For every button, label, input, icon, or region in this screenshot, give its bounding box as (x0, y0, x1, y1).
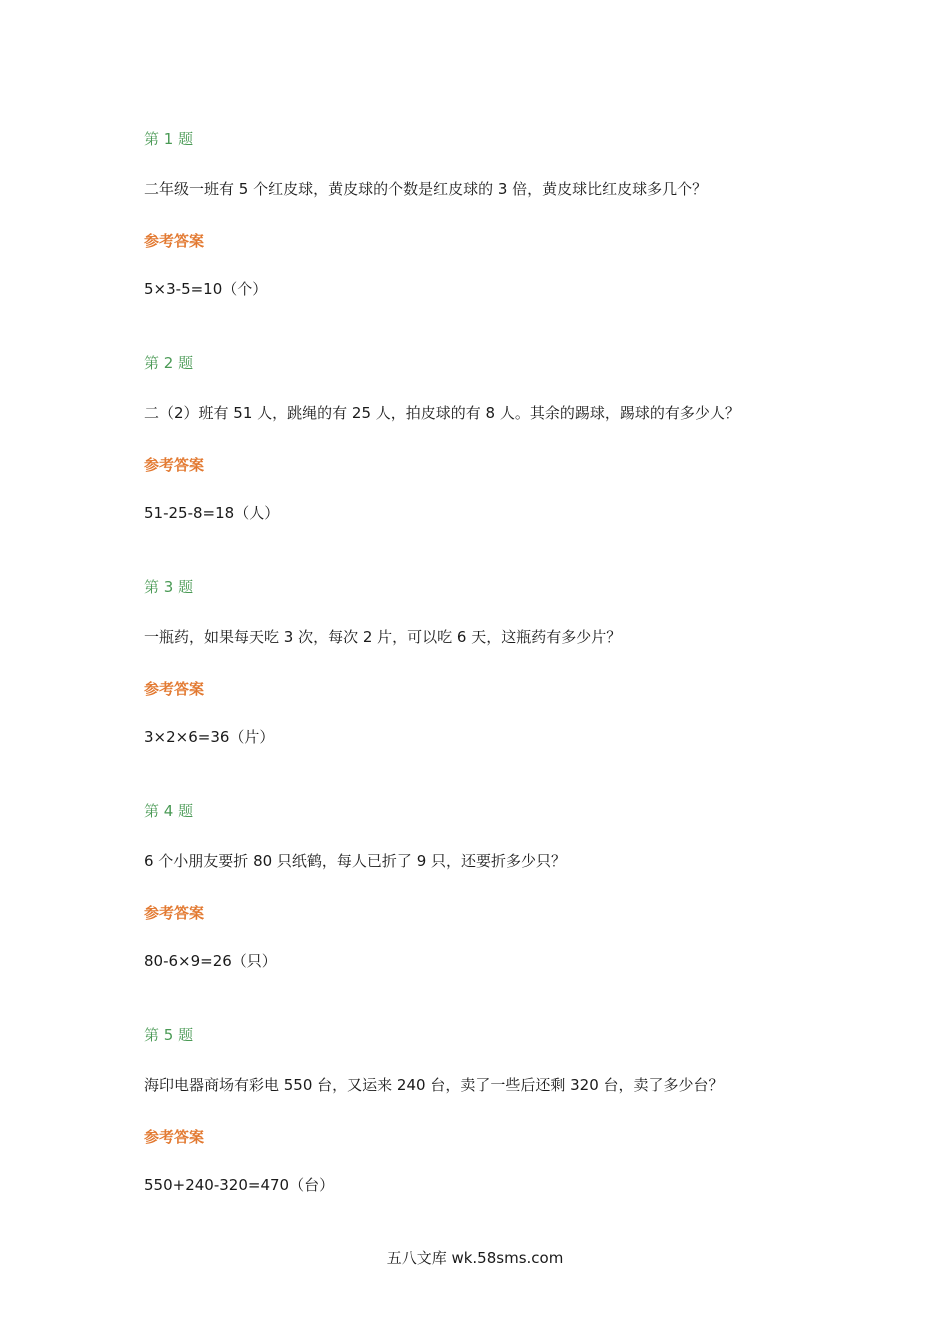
answer-label: 参考答案 (144, 456, 205, 474)
question-title: 第 2 题 (144, 354, 194, 372)
page-footer: 五八文库 wk.58sms.com (386, 1249, 564, 1267)
answer-label: 参考答案 (144, 904, 205, 922)
question-text: 二（2）班有 51 人，跳绳的有 25 人，拍皮球的有 8 人。其余的踢球，踢球的有多少人？ (144, 404, 740, 422)
question-text: 海印电器商场有彩电 550 台，又运来 240 台，卖了一些后还剩 320 台，卖了多少台？ (144, 1076, 724, 1094)
answer-label: 参考答案 (144, 1128, 205, 1146)
question-text: 二年级一班有 5 个红皮球，黄皮球的个数是红皮球的 3 倍，黄皮球比红皮球多几个？ (144, 180, 708, 198)
answer-text: 5×3-5=10（个） (144, 280, 268, 298)
answer-label: 参考答案 (144, 680, 205, 698)
answer-text: 550+240-320=470（台） (144, 1176, 335, 1194)
question-title: 第 1 题 (144, 130, 194, 148)
answer-text: 51-25-8=18（人） (144, 504, 280, 522)
answer-text: 3×2×6=36（片） (144, 728, 275, 746)
question-title: 第 4 题 (144, 802, 194, 820)
answer-label: 参考答案 (144, 232, 205, 250)
question-title: 第 3 题 (144, 578, 194, 596)
question-title: 第 5 题 (144, 1026, 194, 1044)
question-text: 6 个小朋友要折 80 只纸鹤，每人已折了 9 只，还要折多少只？ (144, 852, 567, 870)
answer-text: 80-6×9=26（只） (144, 952, 277, 970)
question-text: 一瓶药，如果每天吃 3 次，每次 2 片，可以吃 6 天，这瓶药有多少片？ (144, 628, 622, 646)
